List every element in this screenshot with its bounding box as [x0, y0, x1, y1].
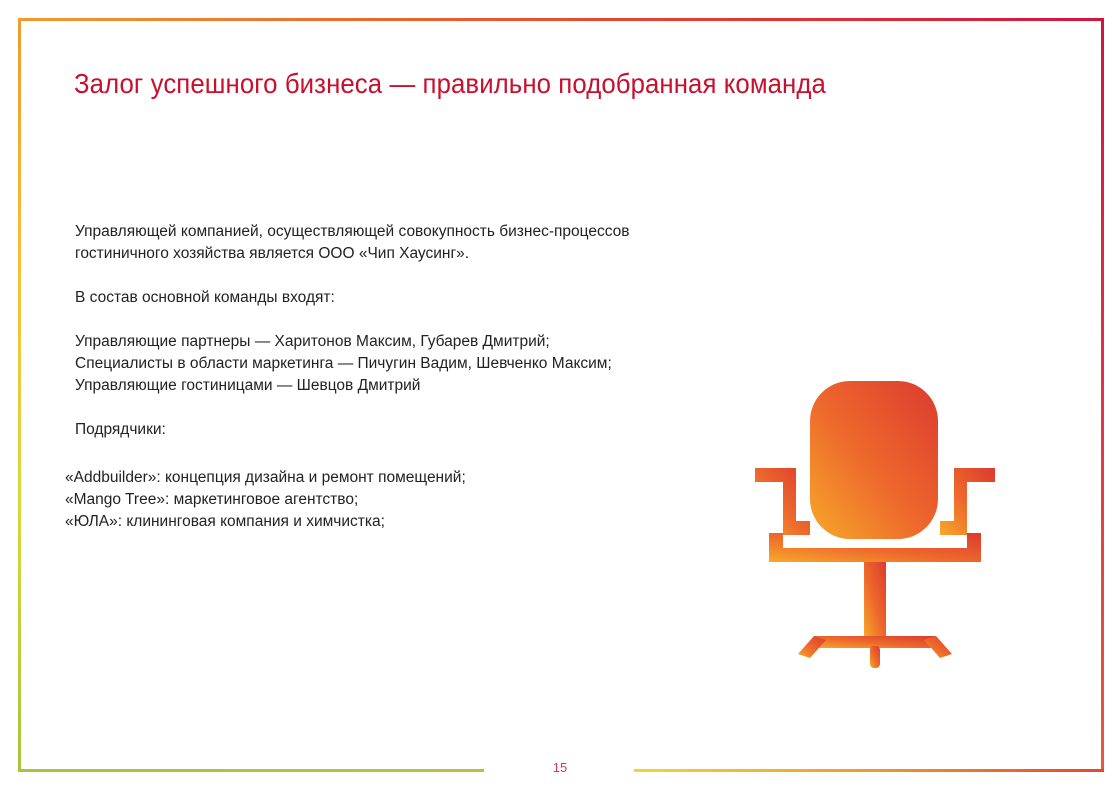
- contractor-item: «ЮЛА»: клининговая компания и химчистка;: [65, 513, 385, 530]
- team-item: Управляющие гостиницами — Шевцов Дмитрий: [75, 377, 421, 394]
- page-title: Залог успешного бизнеса — правильно подобранная команда: [74, 68, 826, 99]
- frame-top-border: [18, 18, 1104, 21]
- contractor-item: «Mango Tree»: маркетинговое агентство;: [65, 491, 359, 508]
- frame-left-border: [18, 18, 21, 772]
- frame-right-border: [1101, 18, 1104, 772]
- team-heading: В состав основной команды входят:: [75, 289, 335, 306]
- contractor-item: «Addbuilder»: концепция дизайна и ремонт помещений;: [65, 469, 466, 486]
- intro-paragraph: [75, 221, 735, 265]
- team-item: Специалисты в области маркетинга — Пичугин Вадим, Шевченко Максим;: [75, 355, 612, 372]
- frame-bottom-right-border: [634, 769, 1104, 772]
- team-list: [75, 331, 735, 397]
- intro-line-2: гостиничного хозяйства является ООО «Чип Хаусинг».: [75, 245, 470, 262]
- team-item: Управляющие партнеры — Харитонов Максим, Губарев Дмитрий;: [75, 333, 550, 350]
- frame-bottom-left-border: [18, 769, 484, 772]
- contractors-list: [65, 467, 745, 533]
- body-text: [75, 221, 735, 463]
- contractors-heading: Подрядчики:: [75, 421, 166, 438]
- page-number: 15: [552, 760, 568, 775]
- office-chair-icon: [752, 378, 998, 674]
- intro-line-1: Управляющей компанией, осуществляющей совокупность бизнес-процессов: [75, 223, 630, 240]
